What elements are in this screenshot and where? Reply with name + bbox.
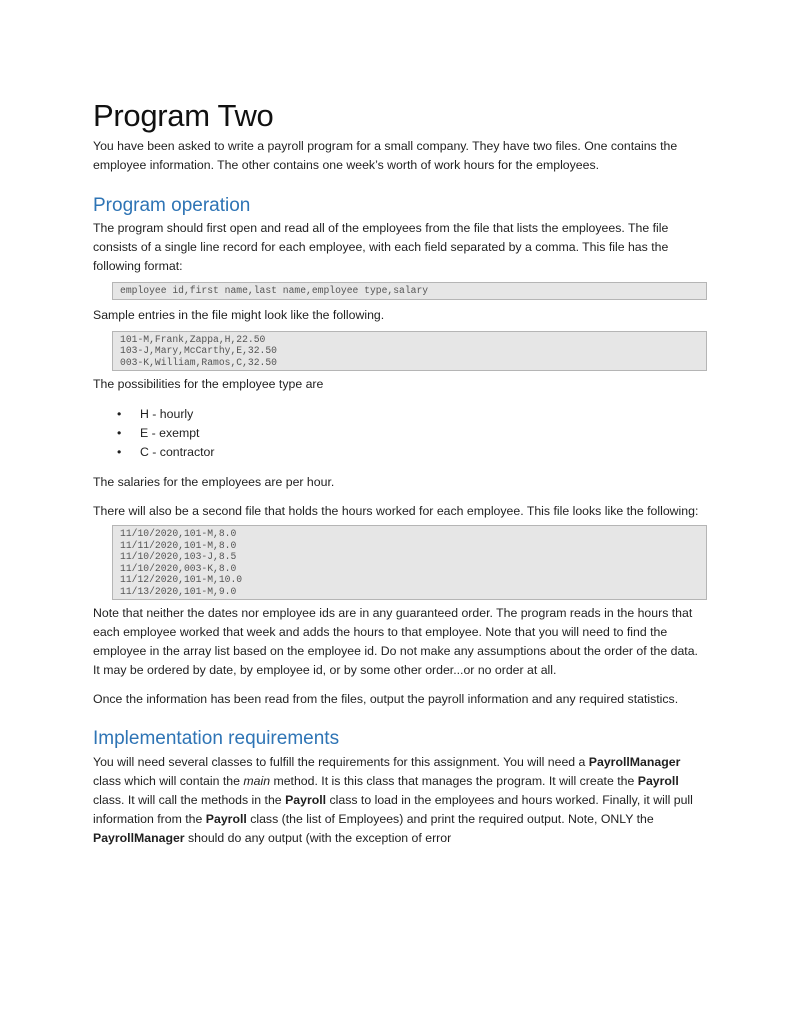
- implementation-paragraph: You will need several classes to fulfill the requirements for this assignment. You will need a PayrollManager class which will contain the main method. It is this class that manages the program. It will create the Payroll class. It will call the methods in the Payroll class to load in the employees and hours worked. Finally, it will pull information from the Payroll class (the list of Employees) and print the required output. Note, ONLY the PayrollManager should do any output (with the exception of error: [93, 755, 693, 845]
- code-line: 103-J,Mary,McCarthy,E,32.50: [120, 345, 277, 356]
- code-line: 11/12/2020,101-M,10.0: [120, 574, 243, 585]
- format-code-block: [112, 282, 707, 300]
- section-heading-operation: Program operation: [93, 195, 251, 216]
- operation-paragraph: The program should first open and read all of the employees from the file that lists the employees. The file consists of a single line record for each employee, with each field separated by a comma. This file has the following format:: [93, 221, 669, 273]
- class-name: Payroll: [285, 793, 327, 807]
- page-title: Program Two: [93, 98, 274, 133]
- bullet-icon: •: [117, 407, 122, 421]
- class-name: PayrollManager: [588, 755, 681, 769]
- method-name: main: [243, 774, 271, 788]
- class-name: Payroll: [637, 774, 679, 788]
- hours-intro: There will also be a second file that holds the hours worked for each employee. This file looks like the following:: [93, 504, 699, 518]
- code-line: 11/11/2020,101-M,8.0: [120, 539, 237, 551]
- document-page: [93, 96, 707, 848]
- output-note: Once the information has been read from the files, output the payroll information and any required statistics.: [93, 692, 679, 706]
- bullet-icon: •: [117, 445, 122, 459]
- section-heading-implementation: Implementation requirements: [93, 728, 340, 749]
- code-line: 11/13/2020,101-M,9.0: [120, 585, 237, 597]
- list-item: • E - exempt: [93, 424, 707, 443]
- code-line: 11/10/2020,103-J,8.5: [120, 551, 237, 562]
- hours-code-block: [112, 525, 707, 600]
- code-line: 003-K,William,Ramos,C,32.50: [120, 356, 277, 368]
- list-item: • C - contractor: [93, 443, 707, 462]
- code-line: 101-M,Frank,Zappa,H,22.50: [120, 333, 266, 345]
- salaries-note: The salaries for the employees are per hour.: [93, 475, 335, 489]
- sample-intro: Sample entries in the file might look like the following.: [93, 307, 385, 322]
- code-line: 11/10/2020,101-M,8.0: [120, 528, 237, 539]
- intro-paragraph: You have been asked to write a payroll program for a small company. They have two files. One contains the employee information. The other contains one week’s worth of work hours for the employees.: [93, 139, 678, 172]
- employee-type-list: [93, 405, 707, 462]
- list-item: • H - hourly: [93, 405, 707, 424]
- code-line: 11/10/2020,003-K,8.0: [120, 562, 237, 574]
- types-intro: The possibilities for the employee type are: [93, 377, 324, 391]
- bullet-icon: •: [117, 426, 122, 440]
- code-line: employee id,first name,last name,employee type,salary: [120, 285, 429, 296]
- order-note: Note that neither the dates nor employee ids are in any guaranteed order. The program reads in the hours that each employee worked that week and adds the hours to that employee. Note that you will need to find the employee in the array list based on the employee id. Do not make any assumptions about the order of the data. It may be ordered by date, by employee id, or by some other order...or no order at all.: [93, 606, 698, 677]
- class-name: PayrollManager: [93, 831, 185, 845]
- class-name: Payroll: [205, 812, 247, 826]
- sample-code-block: [112, 331, 707, 372]
